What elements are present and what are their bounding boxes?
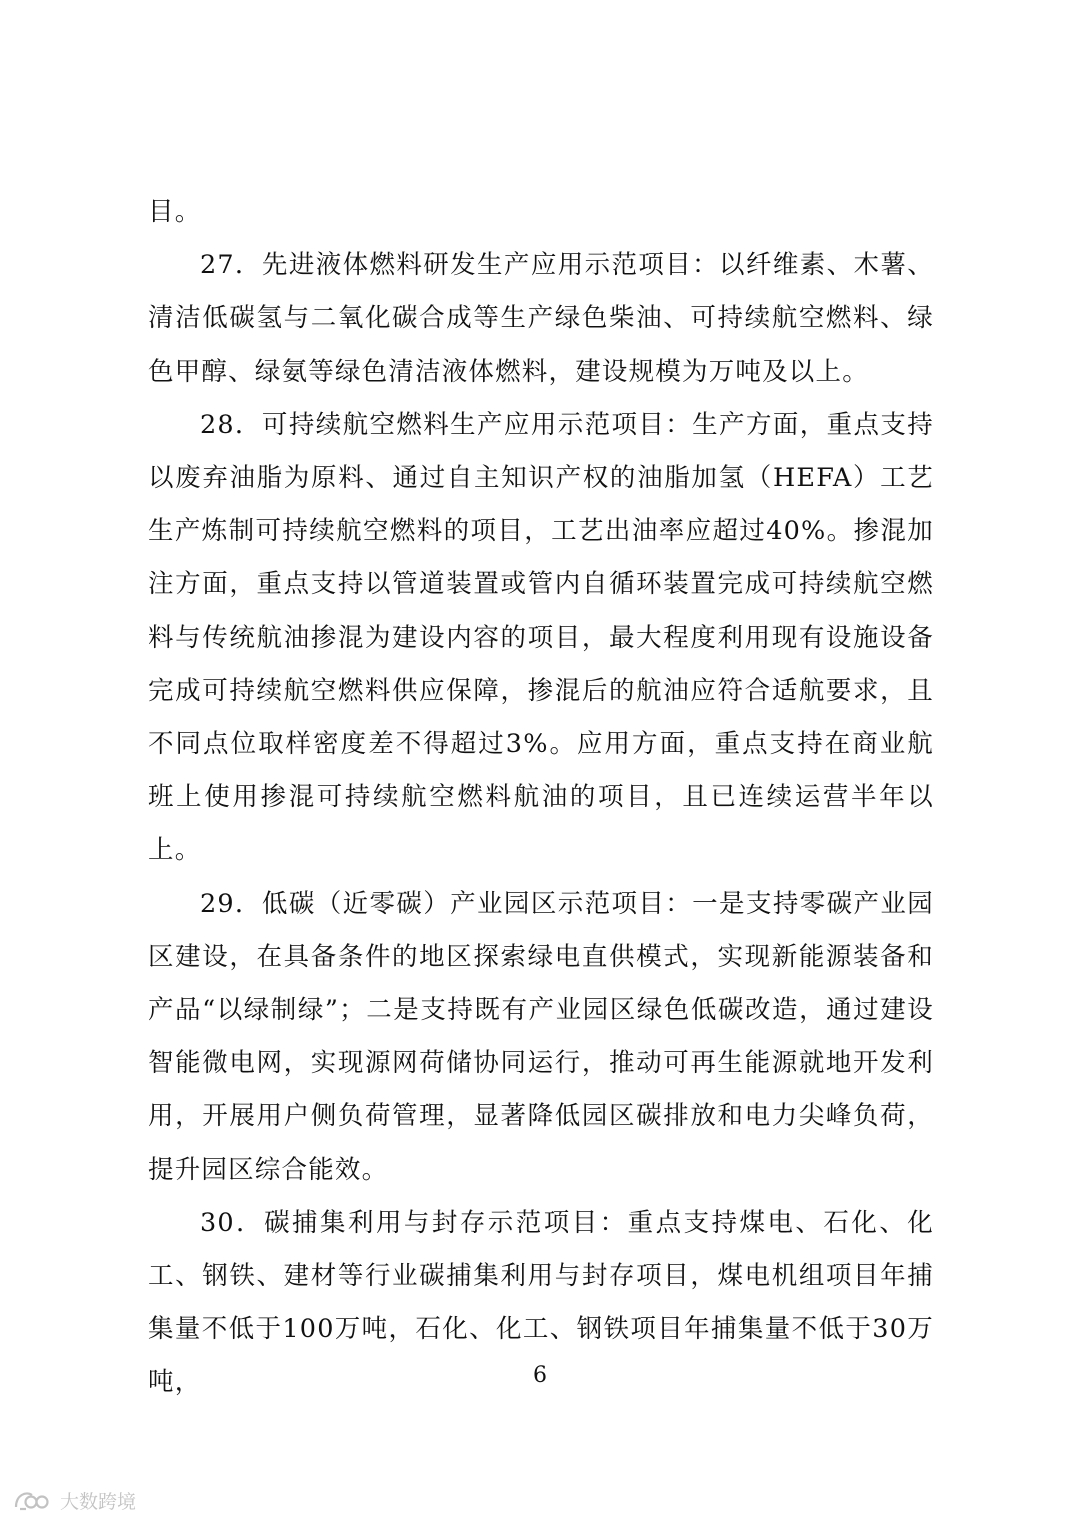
logo-icon [12,1485,56,1515]
page-number: 6 [533,1363,547,1388]
paragraph-item-30: 30．碳捕集利用与封存示范项目：重点支持煤电、石化、化工、钢铁、建材等行业碳捕集利用与封存项目，煤电机组项目年捕集量不低于100万吨，石化、化工、钢铁项目年捕集量不低于30万吨， [148,1207,934,1398]
body-text [148,186,934,1410]
paragraph-item-29: 29．低碳（近零碳）产业园区示范项目：一是支持零碳产业园区建设，在具备条件的地区探索绿电直供模式，实现新能源装备和产品“以绿制绿”；二是支持既有产业园区绿色低碳改造，通过建设智能微电网，实现源网荷储协同运行，推动可再生能源就地开发利用，开展用户侧负荷管理，显著降低园区碳排放和电力尖峰负荷，提升园区综合能效。 [148,888,934,1185]
watermark [12,1483,136,1517]
paragraph-item-27: 27．先进液体燃料研发生产应用示范项目：以纤维素、木薯、清洁低碳氢与二氧化碳合成等生产绿色柴油、可持续航空燃料、绿色甲醇、绿氨等绿色清洁液体燃料，建设规模为万吨及以上。 [148,250,934,387]
paragraph-item-28: 28．可持续航空燃料生产应用示范项目：生产方面，重点支持以废弃油脂为原料、通过自主知识产权的油脂加氢（HEFA）工艺生产炼制可持续航空燃料的项目，工艺出油率应超过40%。掺混加注方面，重点支持以管道装置或管内自循环装置完成可持续航空燃料与传统航油掺混为建设内容的项目，最大程度利用现有设施设备完成可持续航空燃料供应保障，掺混后的航油应符合适航要求，且不同点位取样密度差不得超过3%。应用方面，重点支持在商业航班上使用掺混可持续航空燃料航油的项目，且已连续运营半年以上。 [148,409,934,866]
watermark-text: 大数跨境 [60,1490,137,1513]
paragraph-continuation: 目。 [148,197,202,227]
